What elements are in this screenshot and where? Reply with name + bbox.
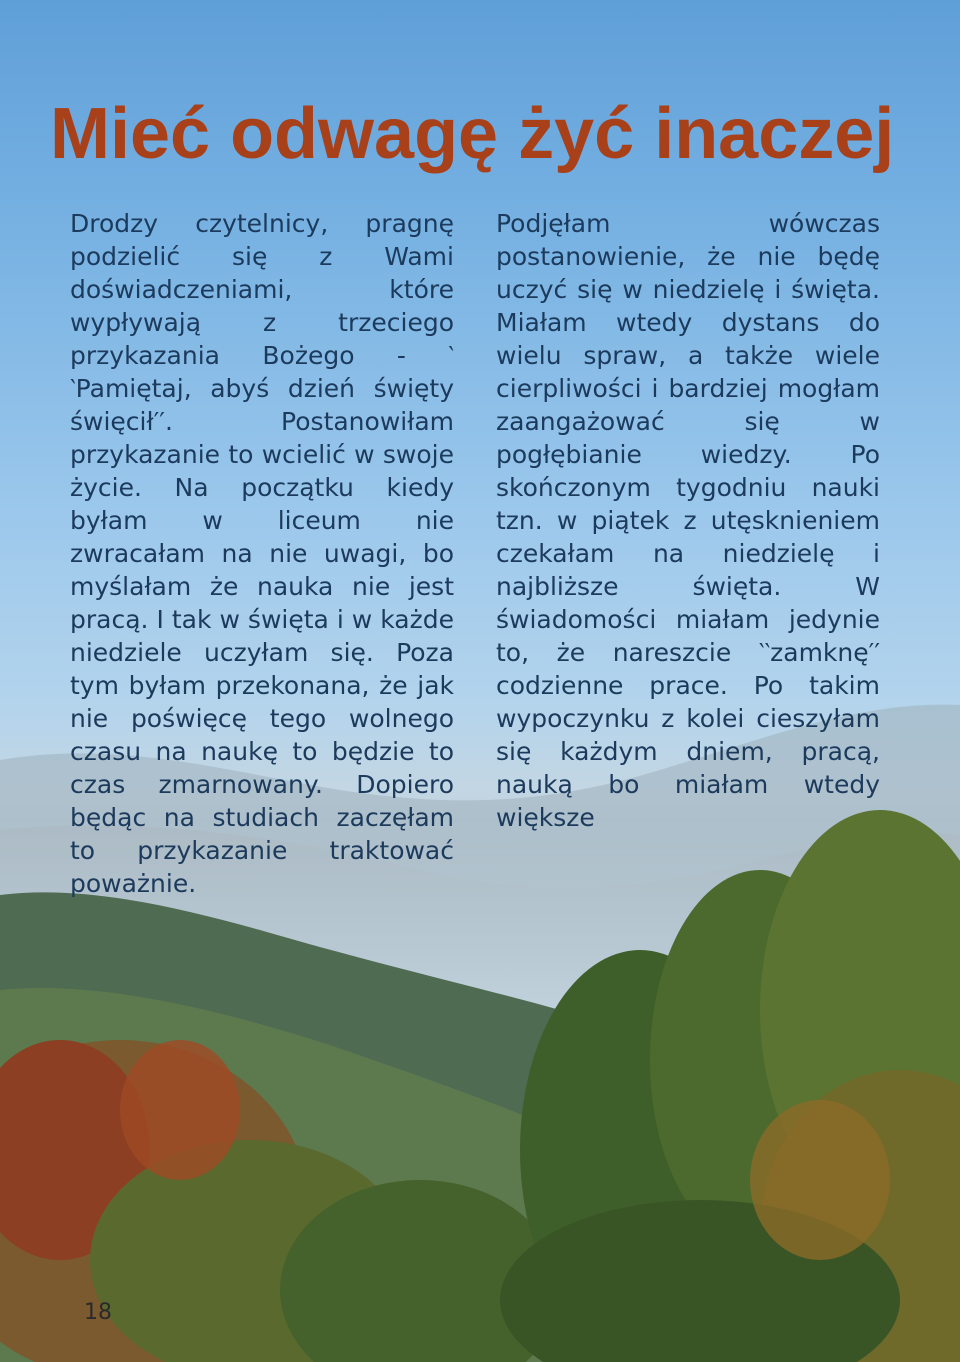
article-column-left: Drodzy czytelnicy, pragnę podzielić się z Wami doświadczeniami, które wypływają z trzeciego przykazania Bożego - ‵‵Pamiętaj, abyś dzień święty święcił′′. Postanowiłam przykazanie to wcielić w swoje życie. Na początku kiedy byłam w liceum nie zwracałam na nie uwagi, bo myślałam że nauka nie jest pracą. I tak w święta i w każde niedziele uczyłam się. Poza tym byłam przekonana, że jak nie poświęcę tego wolnego czasu na naukę to będzie to czas zmarnowany. Dopiero będąc na studiach zaczęłam to przykazanie traktować poważnie. [70, 209, 454, 898]
article-column-right: Podjęłam wówczas postanowienie, że nie będę uczyć się w niedzielę i święta. Miałam wtedy dystans do wielu spraw, a także wiele cierpliwości i bardziej mogłam zaangażować się w pogłębianie wiedzy. Po skończonym tygodniu nauki tzn. w piątek z utęsknieniem czekałam na niedzielę i najbliższe święta. W świadomości miałam jedynie to, że nareszcie ‵‵zamknę′′ codzienne prace. Po takim wypoczynku z kolei cieszyłam się każdym dniem, pracą, nauką bo miałam wtedy większe [496, 209, 880, 832]
page-number: 18 [84, 1300, 112, 1325]
article-title: Mieć odwagę żyć inaczej [50, 94, 895, 174]
